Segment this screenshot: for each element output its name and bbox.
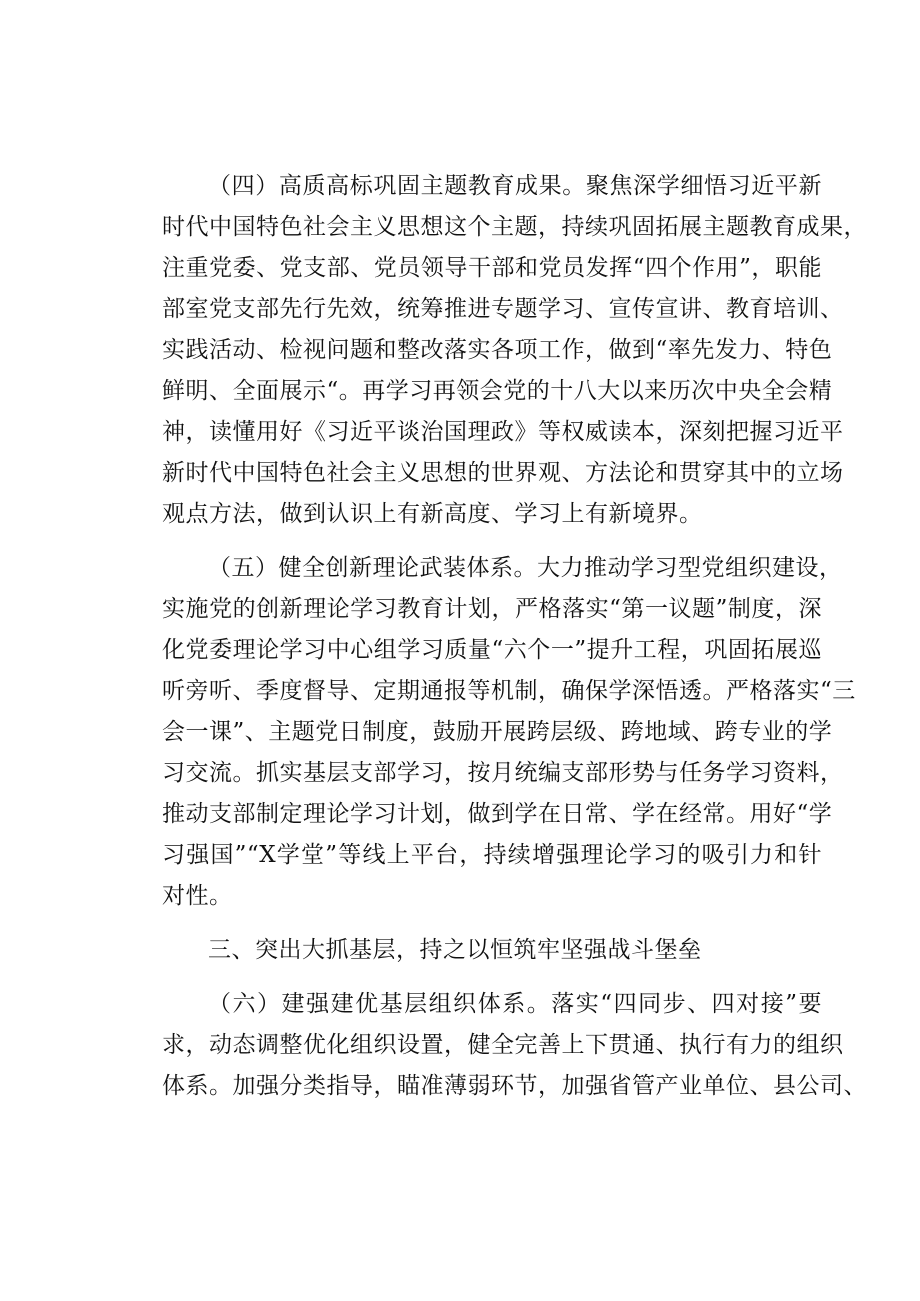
paragraph-4-line-8: 新时代中国特色社会主义思想的世界观、方法论和贯穿其中的立场 <box>162 460 844 486</box>
paragraph-4-line-2: 时代中国特色社会主义思想这个主题，持续巩固拓展主题教育成果， <box>162 214 867 240</box>
paragraph-4-line-5: 实践活动、检视问题和整改落实各项工作，做到“率先发力、特色 <box>162 337 833 363</box>
paragraph-5-line-8: 习强国”“X学堂”等线上平台，持续增强理论学习的吸引力和针 <box>162 842 822 868</box>
paragraph-4-line-4: 部室党支部先行先效，统筹推进专题学习、宣传宣讲、教育培训、 <box>162 296 844 322</box>
paragraph-4-line-6: 鲜明、全面展示“。再学习再领会党的十八大以来历次中央全会精 <box>162 378 833 404</box>
paragraph-5-line-2: 实施党的创新理论学习教育计划，严格落实“第一议题”制度，深 <box>162 596 822 622</box>
paragraph-5-line-6: 习交流。抓实基层支部学习，按月统编支部形势与任务学习资料， <box>162 760 844 786</box>
paragraph-5-line-4: 听旁听、季度督导、定期通报等机制，确保学深悟透。严格落实“三 <box>162 678 856 704</box>
paragraph-5-line-7: 推动支部制定理论学习计划，做到学在日常、学在经常。用好“学 <box>162 801 833 827</box>
paragraph-6-line-3: 体系。加强分类指导，瞄准薄弱环节，加强省管产业单位、县公司、 <box>162 1073 867 1099</box>
paragraph-4-line-1: （四）高质高标巩固主题教育成果。聚焦深学细悟习近平新 <box>208 173 822 199</box>
paragraph-5-line-9: 对性。 <box>162 883 233 909</box>
paragraph-6-line-1: （六）建强建优基层组织体系。落实“四同步、四对接”要 <box>208 991 822 1017</box>
paragraph-4-line-3: 注重党委、党支部、党员领导干部和党员发挥“四个作用”，职能 <box>162 255 822 281</box>
section-heading-3: 三、突出大抓基层，持之以恒筑牢坚强战斗堡垒 <box>208 937 702 963</box>
paragraph-6-line-2: 求，动态调整优化组织设置，健全完善上下贯通、执行有力的组织 <box>162 1032 844 1058</box>
paragraph-5-line-3: 化党委理论学习中心组学习质量“六个一”提升工程，巩固拓展巡 <box>162 637 822 663</box>
paragraph-4-line-7: 神，读懂用好《习近平谈治国理政》等权威读本，深刻把握习近平 <box>162 419 844 445</box>
paragraph-5-line-5: 会一课”、主题党日制度，鼓励开展跨层级、跨地域、跨专业的学 <box>162 719 833 745</box>
paragraph-4-line-9: 观点方法，做到认识上有新高度、学习上有新境界。 <box>162 501 703 527</box>
paragraph-5-line-1: （五）健全创新理论武装体系。大力推动学习型党组织建设， <box>208 555 843 581</box>
